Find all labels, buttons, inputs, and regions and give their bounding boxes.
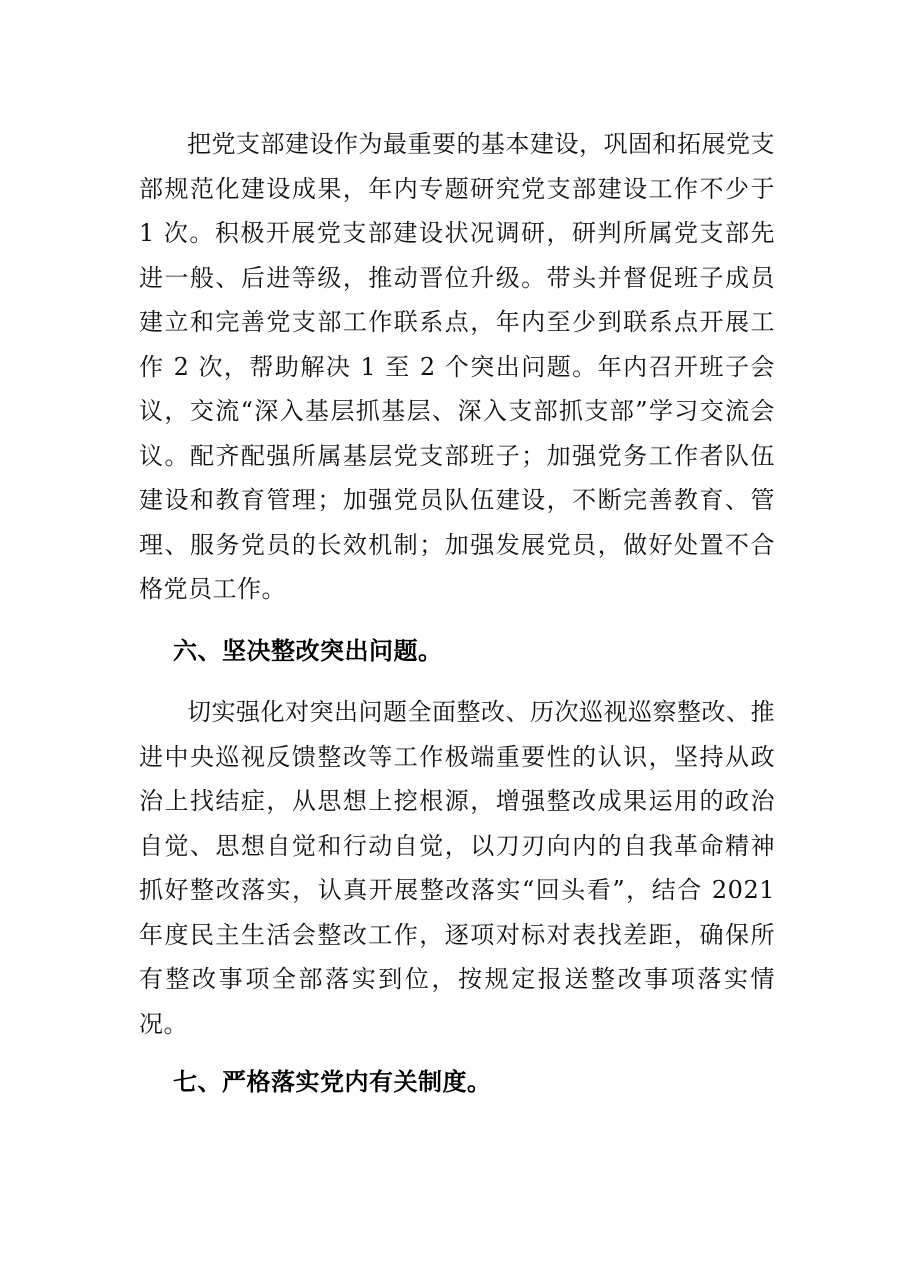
section-heading-party-systems: 七、严格落实党内有关制度。 [173,1068,492,1096]
paragraph-party-branch-building: 把党支部建设作为最重要的基本建设，巩固和拓展党支部规范化建设成果，年内专题研究党支部建设工作不少于 1 次。积极开展党支部建设状况调研，研判所属党支部先进一般、后进等级，推动晋位升级。带头并督促班子成员建立和完善党支部工作联系点，年内至少到联系点开展工作 2 次，帮助解决 1 至 2 个突出问题。年内召开班子会议，交流“深入基层抓基层、深入支部抓支部”学习交流会议。配齐配强所属基层党支部班子；加强党务工作者队伍建设和教育管理；加强党员队伍建设，不断完善教育、管理、服务党员的长效机制；加强发展党员，做好处置不合格党员工作。 [139,130,775,603]
document-body [139,122,775,1105]
paragraph-rectification: 切实强化对突出问题全面整改、历次巡视巡察整改、推进中央巡视反馈整改等工作极端重要性的认识，坚持从政治上找结症，从思想上挖根源，增强整改成果运用的政治自觉、思想自觉和行动自觉，以刀刃向内的自我革命精神抓好整改落实，认真开展整改落实“回头看”，结合 2021 年度民主生活会整改工作，逐项对标对表找差距，确保所有整改事项全部落实到位，按规定报送整改事项落实情况。 [139,698,775,1038]
section-heading-rectification: 六、坚决整改突出问题。 [173,636,443,665]
spacer [139,673,775,690]
spacer [139,1046,775,1060]
spacer [139,612,775,629]
